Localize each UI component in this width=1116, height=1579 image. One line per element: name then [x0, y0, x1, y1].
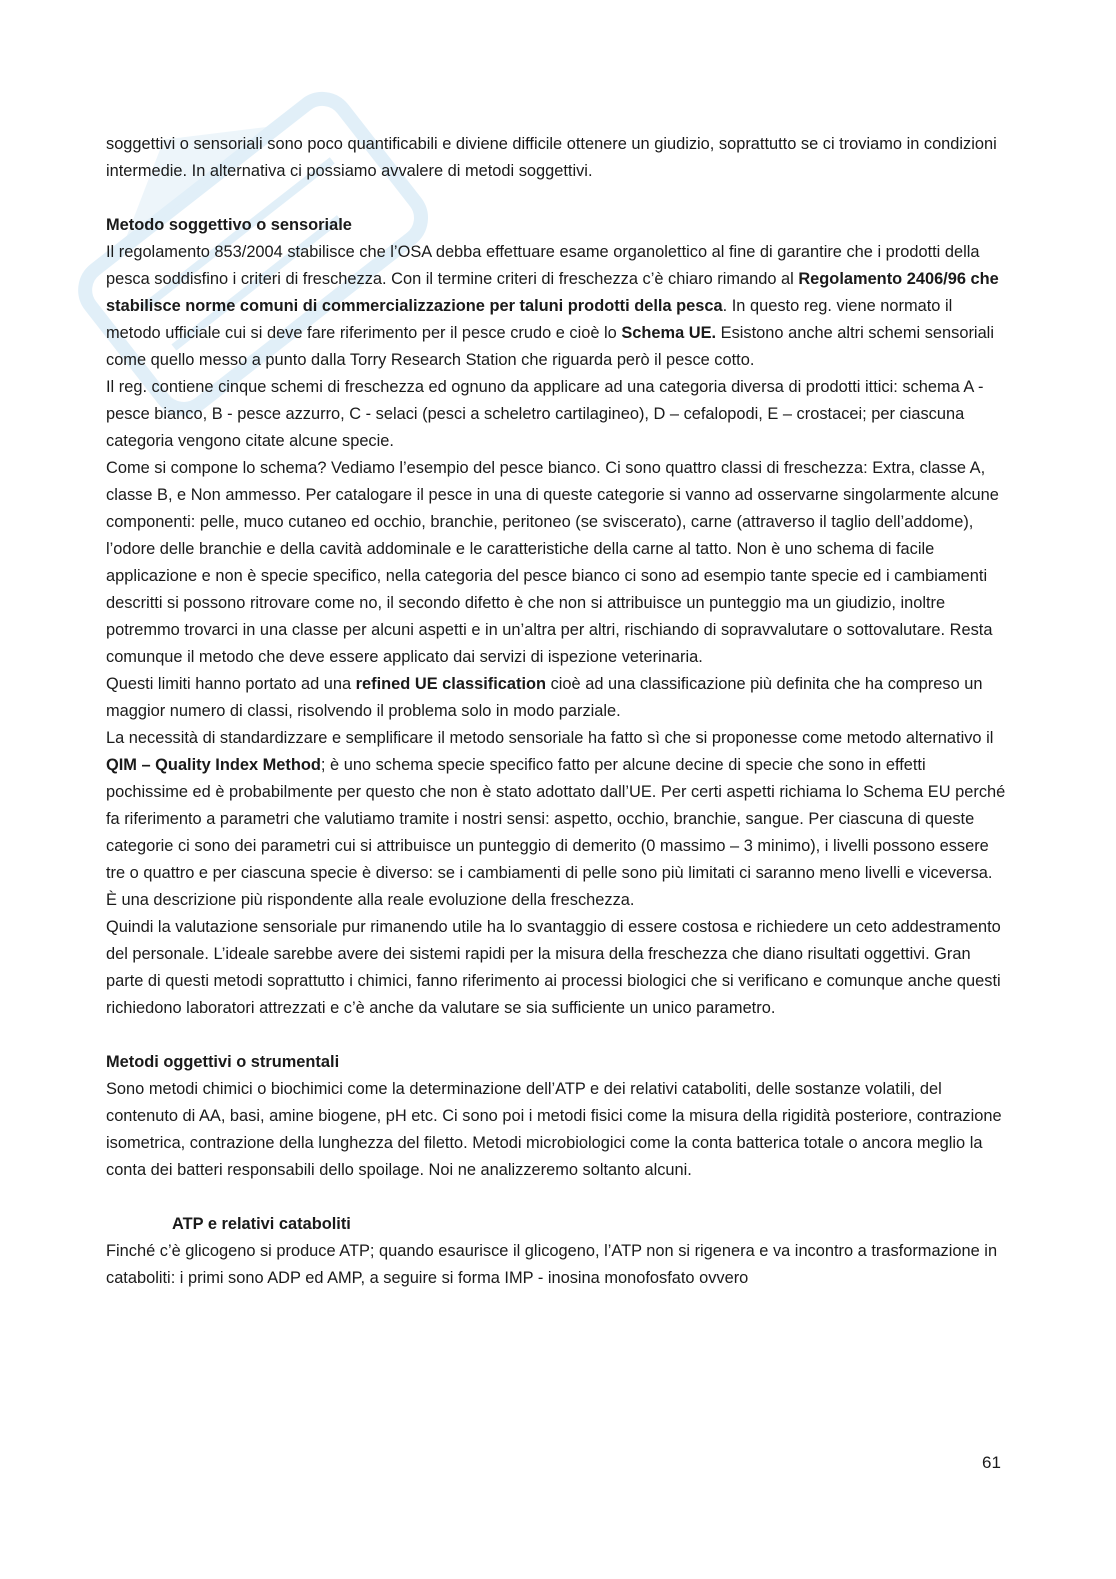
- paragraph-regolamento: [106, 239, 1006, 374]
- text-span: Il regolamento 853/2004 stabilisce che l’OSA debba effettuare esame organolettico al fine di garantire che i prodotti della pesca soddisfino i criteri di freschezza. Con il termine criteri di freschezza c’è chiaro rimando al: [106, 243, 980, 288]
- heading-metodo-soggettivo: Metodo soggettivo o sensoriale: [106, 216, 352, 234]
- paragraph-gap: [106, 1022, 1006, 1049]
- document-page: [106, 131, 1006, 1292]
- text-span: Esistono anche altri schemi sensoriali come quello messo a punto dalla Torry Research Station che riguarda però il pesce cotto.: [106, 324, 994, 369]
- paragraph-qim: [106, 725, 1006, 914]
- page-number: 61: [982, 1453, 1001, 1472]
- paragraph-intro: soggettivi o sensoriali sono poco quantificabili e diviene difficile ottenere un giudizio, soprattutto se ci troviamo in condizioni intermedie. In alternativa ci possiamo avvalere di metodi soggettivi.: [106, 135, 997, 180]
- paragraph-atp: Finché c’è glicogeno si produce ATP; quando esaurisce il glicogeno, l’ATP non si rigenera e va incontro a trasformazione in cataboliti: i primi sono ADP ed AMP, a seguire si forma IMP - inosina monofosfato ovvero: [106, 1242, 998, 1287]
- heading-atp: ATP e relativi cataboliti: [172, 1215, 351, 1233]
- bold-schema-ue: Schema UE.: [621, 324, 717, 342]
- paragraph-pesce-bianco: Come si compone lo schema? Vediamo l’esempio del pesce bianco. Ci sono quattro classi di freschezza: Extra, classe A, classe B, e Non ammesso. Per catalogare il pesce in una di queste categorie si vanno ad osservarne singolarmente alcune componenti: pelle, muco cutaneo ed occhio, branchie, peritoneo (se sviscerato), carne (attraverso il taglio dell’addome), l’odore delle branchie e della cavità addominale e le caratteristiche della carne al tatto. Non è uno schema di facile applicazione e non è specie specifico, nella categoria del pesce bianco ci sono ad esempio tante specie ed i cambiamenti descritti si possono ritrovare come no, il secondo difetto è che non si attribuisce un punteggio ma un giudizio, inoltre potremmo trovarci in una classe per alcuni aspetti e in un’altra per altri, rischiando di sopravvalutare o sottovalutare. Resta comunque il metodo che deve essere applicato dai servizi di ispezione veterinaria.: [106, 459, 999, 666]
- text-span: cioè ad una classificazione più definita che ha compreso un maggior numero di classi, risolvendo il problema solo in modo parziale.: [106, 675, 983, 720]
- paragraph-gap: [106, 1184, 1006, 1211]
- text-span: La necessità di standardizzare e semplificare il metodo sensoriale ha fatto sì che si proponesse come metodo alternativo il: [106, 729, 994, 747]
- heading-metodi-oggettivi: Metodi oggettivi o strumentali: [106, 1053, 340, 1071]
- bold-refined: refined UE classification: [355, 675, 547, 693]
- text-span: ; è uno schema specie specifico fatto per alcune decine di specie che sono in effetti pochissime ed è probabilmente per questo che non è stato adottato dall’UE. Per certi aspetti richiama lo Schema EU perché fa riferimento a parametri che valutiamo tramite i nostri sensi: aspetto, occhio, branchie, sangue. Per ciascuna di queste categorie ci sono dei parametri cui si attribuisce un punteggio di demerito (0 massimo – 3 minimo), i livelli possono essere tre o quattro e per ciascuna specie è diverso: se i cambiamenti di pelle sono più limitati ci saranno meno livelli e viceversa. È una descrizione più rispondente alla reale evoluzione della freschezza.: [106, 756, 1006, 909]
- text-span: Questi limiti hanno portato ad una: [106, 675, 356, 693]
- paragraph-schemi: Il reg. contiene cinque schemi di freschezza ed ognuno da applicare ad una categoria diversa di prodotti ittici: schema A - pesce bianco, B - pesce azzurro, C - selaci (pesci a scheletro cartilagineo), D – cefalopodi, E – crostacei; per ciascuna categoria vengono citate alcune specie.: [106, 378, 984, 450]
- bold-qim: QIM – Quality Index Method: [106, 756, 321, 774]
- paragraph-gap: [106, 185, 1006, 212]
- paragraph-refined: [106, 671, 1006, 725]
- text-span: . In questo reg. viene normato il metodo ufficiale cui si deve fare riferimento per il pesce crudo e cioè lo: [106, 297, 953, 342]
- paragraph-valutazione: Quindi la valutazione sensoriale pur rimanendo utile ha lo svantaggio di essere costosa e richiedere un ceto addestramento del personale. L’ideale sarebbe avere dei sistemi rapidi per la misura della freschezza che diano risultati oggettivi. Gran parte di questi metodi soprattutto i chimici, fanno riferimento ai processi biologici che si verificano e comunque anche questi richiedono laboratori attrezzati e c’è anche da valutare se sia sufficiente un unico parametro.: [106, 918, 1001, 1017]
- bold-regolamento: Regolamento 2406/96 che stabilisce norme comuni di commercializzazione per taluni prodotti della pesca: [106, 270, 999, 315]
- paragraph-metodi-chimici: Sono metodi chimici o biochimici come la determinazione dell’ATP e dei relativi cataboliti, delle sostanze volatili, del contenuto di AA, basi, amine biogene, pH etc. Ci sono poi i metodi fisici come la misura della rigidità posteriore, contrazione isometrica, contrazione della lunghezza del filetto. Metodi microbiologici come la conta batterica totale o ancora meglio la conta dei batteri responsabili dello spoilage. Noi ne analizzeremo soltanto alcuni.: [106, 1080, 1002, 1179]
